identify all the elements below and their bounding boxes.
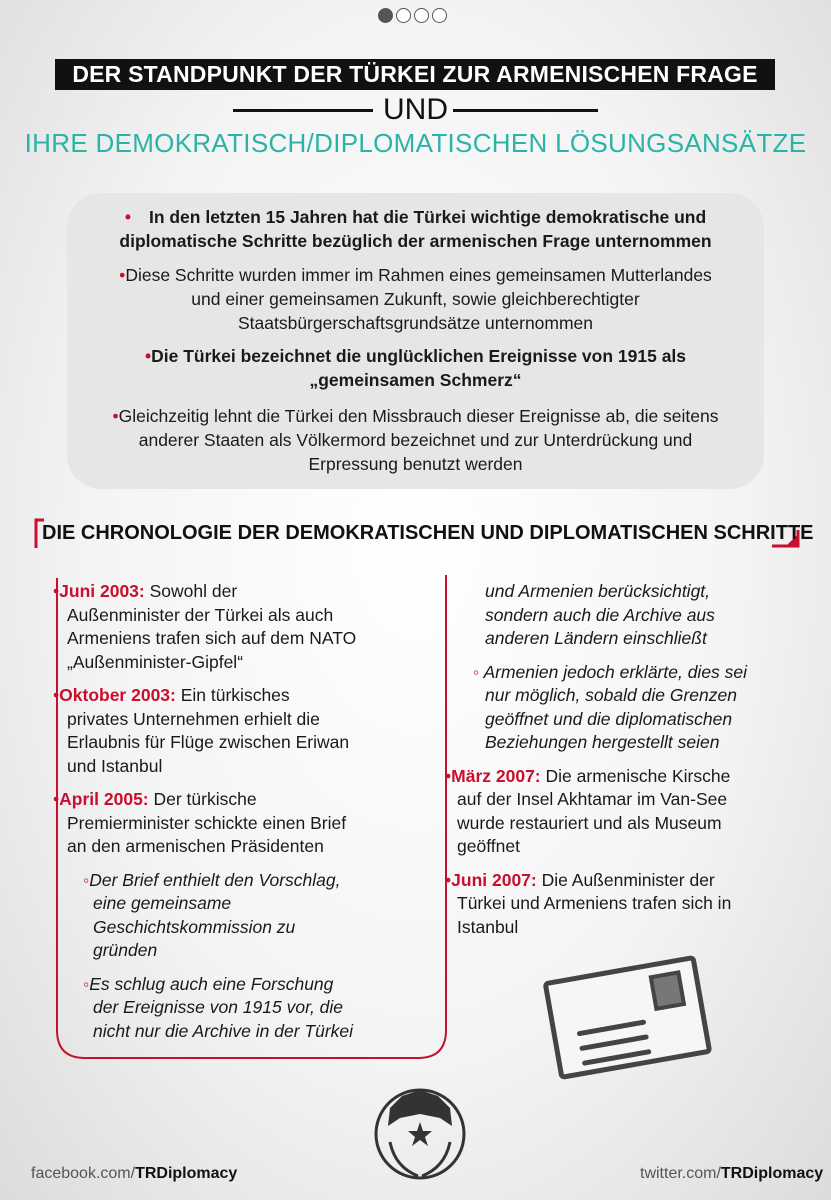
timeline-line: der Ereignisse von 1915 vor, die [93, 997, 344, 1017]
intro-box [67, 193, 764, 489]
timeline-line: Geschichtskommission zu [93, 916, 296, 937]
intro-line: diplomatische Schritte bezüglich der armenischen Frage unternommen [119, 231, 712, 251]
intro-point-1: • In den letzten 15 Jahren hat die Türkei wichtige demokratische und diplomatische Schritte bezüglich der armenischen Frage unternommen [119, 207, 712, 251]
twitter-prefix: twitter.com/ [640, 1165, 721, 1182]
chronology-left-column [53, 580, 443, 1053]
pagination-dots[interactable] [378, 8, 447, 23]
timeline-line: Der türkische [153, 789, 257, 809]
timeline-line: an den armenischen Präsidenten [67, 836, 324, 856]
timeline-line: Ein türkisches [180, 685, 290, 705]
timeline-line: Türkei und Armeniens trafen sich in [457, 893, 732, 913]
timeline-line: „Außenminister-Gipfel“ [67, 651, 244, 672]
timeline-date: Oktober 2003: [59, 685, 176, 705]
timeline-line: geöffnet [457, 836, 520, 856]
connector-text: UND [383, 93, 448, 126]
timeline-line: privates Unternehmen erhielt die [67, 708, 320, 729]
chronology-right-column [445, 580, 815, 949]
page-dot-3[interactable] [414, 8, 429, 23]
divider-line-right [453, 109, 598, 112]
timeline-line: Der Brief enthielt den Vorschlag, [89, 869, 341, 890]
timeline-line: Armenien jedoch erklärte, dies sei [483, 661, 748, 682]
timeline-line: eine gemeinsame [93, 893, 232, 913]
intro-line: Staatsbürgerschaftsgrundsätze unternommen [237, 313, 594, 333]
timeline-date: Juni 2003: [59, 581, 145, 601]
timeline-line: und Istanbul [67, 755, 163, 776]
page-subtitle: IHRE DEMOKRATISCH/DIPLOMATISCHEN LÖSUNGSANSÄTZE [24, 128, 807, 158]
intro-line: anderer Staaten als Völkermord bezeichnet und zur Unterdrückung und [138, 430, 693, 450]
timeline-line: Sowohl der [149, 581, 238, 601]
page-title: DER STANDPUNKT DER TÜRKEI ZUR ARMENISCHEN FRAGE [55, 59, 775, 90]
timeline-line: sondern auch die Archive aus [485, 604, 715, 625]
page-dot-1[interactable] [378, 8, 393, 23]
facebook-prefix: facebook.com/ [31, 1165, 136, 1182]
chronology-heading [34, 518, 814, 550]
timeline-line: Premierminister schickte einen Brief [67, 812, 347, 833]
intro-point-4: •Gleichzeitig lehnt die Türkei den Missbrauch dieser Ereignisse ab, die seitens anderer Staaten als Völkermord bezeichnet und zur Unterdrückung und Erpressung benutzt werden [112, 406, 719, 474]
intro-line: Gleichzeitig lehnt die Türkei den Missbrauch dieser Ereignisse ab, die seitens [118, 406, 719, 426]
timeline-date: Juni 2007: [451, 869, 537, 890]
intro-line: Erpressung benutzt werden [308, 454, 523, 474]
timeline-line: Erlaubnis für Flüge zwischen Eriwan [67, 732, 350, 752]
chronology-heading-text: DIE CHRONOLOGIE DER DEMOKRATISCHEN UND DIPLOMATISCHEN SCHRITTE [42, 522, 814, 544]
timeline-line: gründen [93, 940, 158, 960]
timeline-line: nur möglich, sobald die Grenzen [485, 685, 737, 705]
timeline-line: Außenminister der Türkei als auch [67, 604, 334, 625]
timeline-line: Istanbul [457, 916, 519, 937]
timeline-item-apr-2005: •April 2005: Der türkische Premierminister schickte einen Brief an den armenischen Präsidenten [53, 788, 443, 859]
timeline-line: Die Außenminister der [541, 869, 715, 890]
timeline-line: wurde restauriert und als Museum [457, 812, 722, 833]
timeline-item-mar-2007: •März 2007: Die armenische Kirsche auf der Insel Akhtamar im Van-See wurde restauriert und als Museum geöffnet [445, 765, 815, 859]
timeline-line: Armeniens trafen sich auf dem NATO [67, 628, 357, 648]
timeline-line: anderen Ländern einschließt [485, 628, 707, 648]
timeline-item-oct-2003: •Oktober 2003: Ein türkisches privates Unternehmen erhielt die Erlaubnis für Flüge zwischen Eriwan und Istanbul [53, 684, 443, 778]
tr-diplomacy-seal-icon [370, 1082, 470, 1192]
timeline-line: geöffnet und die diplomatischen [485, 708, 733, 729]
intro-line: und einer gemeinsamen Zukunft, sowie gleichberechtigter [191, 289, 640, 309]
timeline-date: März 2007: [451, 765, 541, 786]
timeline-subitem-research-cont [455, 580, 815, 651]
page-dot-4[interactable] [432, 8, 447, 23]
twitter-link[interactable] [640, 1165, 823, 1183]
facebook-handle: TRDiplomacy [135, 1165, 238, 1182]
title-connector [0, 92, 831, 128]
intro-line: In den letzten 15 Jahren hat die Türkei wichtige demokratische und [148, 207, 707, 227]
timeline-line: auf der Insel Akhtamar im Van-See [457, 789, 728, 809]
timeline-subitem-armenia-reply: ◦ Armenien jedoch erklärte, dies sei nur möglich, sobald die Grenzen geöffnet und die diplomatischen Beziehungen hergestellt seien [455, 661, 815, 755]
intro-line: Die Türkei bezeichnet die unglücklichen Ereignisse von 1915 als [151, 346, 687, 366]
page-dot-2[interactable] [396, 8, 411, 23]
timeline-subitem-research: ◦Es schlug auch eine Forschung der Ereignisse von 1915 vor, die nicht nur die Archive in der Türkei [53, 973, 443, 1044]
timeline-line: Beziehungen hergestellt seien [485, 732, 720, 752]
timeline-line: Die armenische Kirsche [545, 765, 731, 786]
timeline-subitem-letter: ◦Der Brief enthielt den Vorschlag, eine gemeinsame Geschichtskommission zu gründen [53, 869, 443, 963]
envelope-icon [537, 950, 717, 1080]
intro-point-2: •Diese Schritte wurden immer im Rahmen eines gemeinsamen Mutterlandes und einer gemeinsamen Zukunft, sowie gleichberechtigter Staatsbürgerschaftsgrundsätze unternommen [119, 265, 712, 333]
intro-line: Diese Schritte wurden immer im Rahmen eines gemeinsamen Mutterlandes [125, 265, 712, 285]
timeline-line: Es schlug auch eine Forschung [89, 973, 334, 994]
timeline-item-jun-2003: •Juni 2003: Sowohl der Außenminister der Türkei als auch Armeniens trafen sich auf dem NATO „Außenminister-Gipfel“ [53, 580, 443, 674]
timeline-line: und Armenien berücksichtigt, [485, 581, 711, 601]
intro-line: „gemeinsamen Schmerz“ [309, 370, 522, 390]
timeline-item-jun-2007: •Juni 2007: Die Außenminister der Türkei und Armeniens trafen sich in Istanbul [445, 869, 815, 940]
facebook-link[interactable] [31, 1165, 237, 1183]
timeline-line: nicht nur die Archive in der Türkei [93, 1020, 354, 1041]
twitter-handle: TRDiplomacy [720, 1165, 824, 1182]
intro-point-3: •Die Türkei bezeichnet die unglücklichen Ereignisse von 1915 als „gemeinsamen Schmerz“ [144, 346, 687, 390]
timeline-date: April 2005: [59, 789, 149, 809]
